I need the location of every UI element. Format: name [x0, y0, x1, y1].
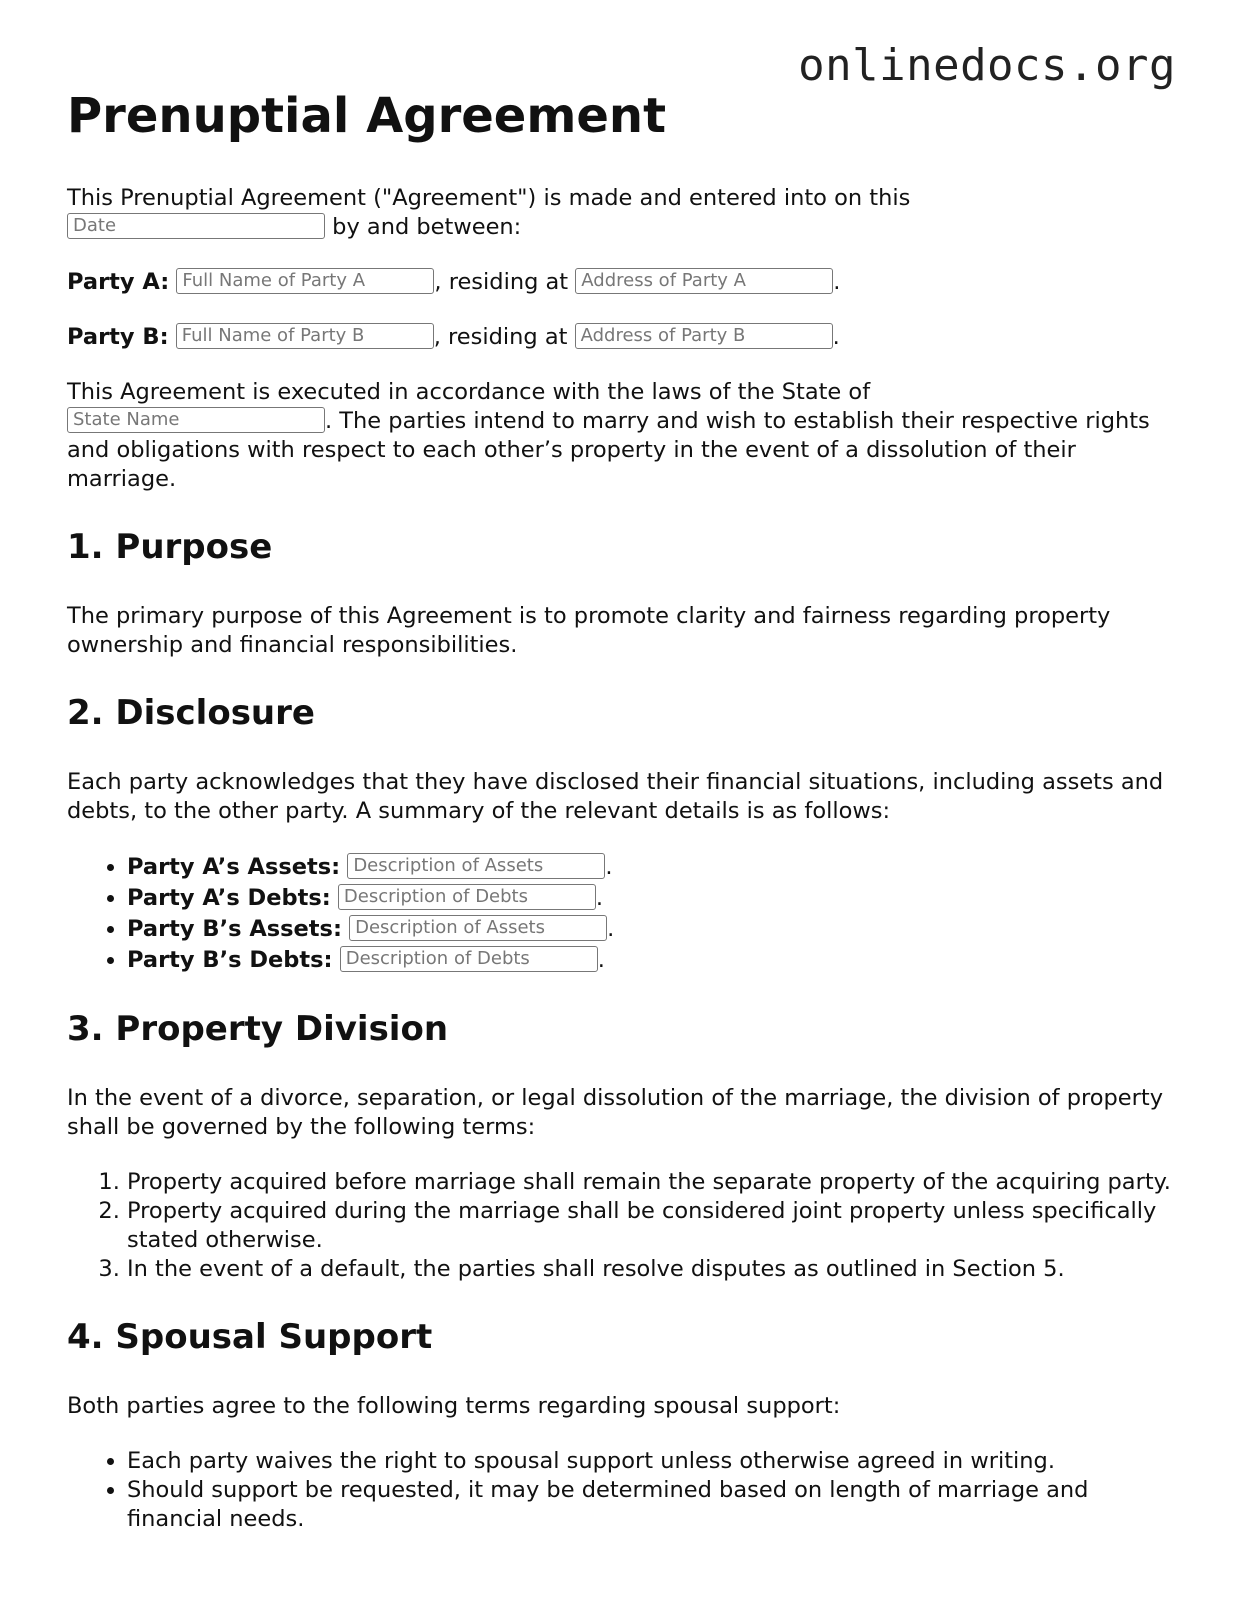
party-b-debts-label: Party B’s Debts: [127, 947, 333, 973]
governing-law-paragraph [67, 378, 1177, 494]
section-purpose-text: The primary purpose of this Agreement is to promote clarity and fairness regarding property ownership and financial responsibilities. [67, 603, 1111, 658]
governing-text: This Agreement is executed in accordance with the laws of the State of [67, 379, 871, 405]
party-a-debts-label: Party A’s Debts: [127, 885, 331, 911]
list-item: 2. Property acquired during the marriage shall be considered joint property unless specifically stated otherwise. [127, 1197, 1177, 1255]
party-b-residing: , residing at [433, 324, 568, 350]
date-field[interactable]: Date [67, 213, 325, 239]
party-b-assets-label: Party B’s Assets: [127, 916, 342, 942]
section-support-text: Both parties agree to the following terms regarding spousal support: [67, 1393, 841, 1419]
section-purpose-heading: 1. Purpose [67, 527, 273, 567]
list-item: • Should support be requested, it may be determined based on length of marriage and financial needs. [127, 1476, 1177, 1534]
party-b-debts-field[interactable]: Description of Debts [340, 946, 598, 972]
state-name-field[interactable]: State Name [67, 407, 325, 433]
list-item-end: . [607, 916, 615, 942]
party-a-label: Party A: [67, 269, 170, 295]
party-a-address-field[interactable]: Address of Party A [575, 268, 833, 294]
list-item [127, 945, 1177, 976]
list-item-end: . [605, 854, 613, 880]
party-b-name-field[interactable]: Full Name of Party B [176, 323, 434, 349]
intro-text: This Prenuptial Agreement ("Agreement") is made and entered into on this [67, 185, 911, 211]
party-a-row [67, 268, 1177, 297]
party-b-label: Party B: [67, 324, 169, 350]
document-body [67, 86, 1177, 1560]
section-property-heading: 3. Property Division [67, 1009, 449, 1049]
watermark: onlinedocs.org [798, 40, 1176, 91]
section-support-heading: 4. Spousal Support [67, 1317, 433, 1357]
party-a-name-field[interactable]: Full Name of Party A [176, 268, 434, 294]
list-item [127, 852, 1177, 883]
party-a-residing: , residing at [434, 269, 569, 295]
list-item: 1. Property acquired before marriage shall remain the separate property of the acquiring party. [127, 1168, 1177, 1197]
intro-paragraph [67, 184, 1177, 242]
list-item [127, 914, 1177, 945]
list-item-end: . [597, 947, 605, 973]
support-terms-list [67, 1447, 1177, 1534]
party-b-end: . [832, 324, 840, 350]
disclosure-list [67, 852, 1177, 976]
section-disclosure-text: Each party acknowledges that they have disclosed their financial situations, including assets and debts, to the other party. A summary of the relevant details is as follows: [67, 769, 1164, 824]
section-disclosure-heading: 2. Disclosure [67, 693, 315, 733]
party-a-assets-label: Party A’s Assets: [127, 854, 341, 880]
list-item: • Each party waives the right to spousal support unless otherwise agreed in writing. [127, 1447, 1177, 1476]
party-a-assets-field[interactable]: Description of Assets [347, 853, 605, 879]
section-property-text: In the event of a divorce, separation, or legal dissolution of the marriage, the division of property shall be governed by the following terms: [67, 1085, 1164, 1140]
list-item: 3. In the event of a default, the parties shall resolve disputes as outlined in Section 5. [127, 1255, 1177, 1284]
party-a-debts-field[interactable]: Description of Debts [338, 884, 596, 910]
party-b-row [67, 323, 1177, 352]
governing-text-after: . The parties intend to marry and wish to establish their respective rights and obligations with respect to each other’s property in the event of a dissolution of their marriage. [67, 408, 1150, 492]
intro-text-after: by and between: [332, 214, 522, 240]
list-item [127, 883, 1177, 914]
party-b-assets-field[interactable]: Description of Assets [349, 915, 607, 941]
party-a-end: . [833, 269, 841, 295]
list-item-end: . [595, 885, 604, 911]
party-b-address-field[interactable]: Address of Party B [575, 323, 833, 349]
property-terms-list [67, 1168, 1177, 1284]
page-title: Prenuptial Agreement [67, 88, 667, 144]
